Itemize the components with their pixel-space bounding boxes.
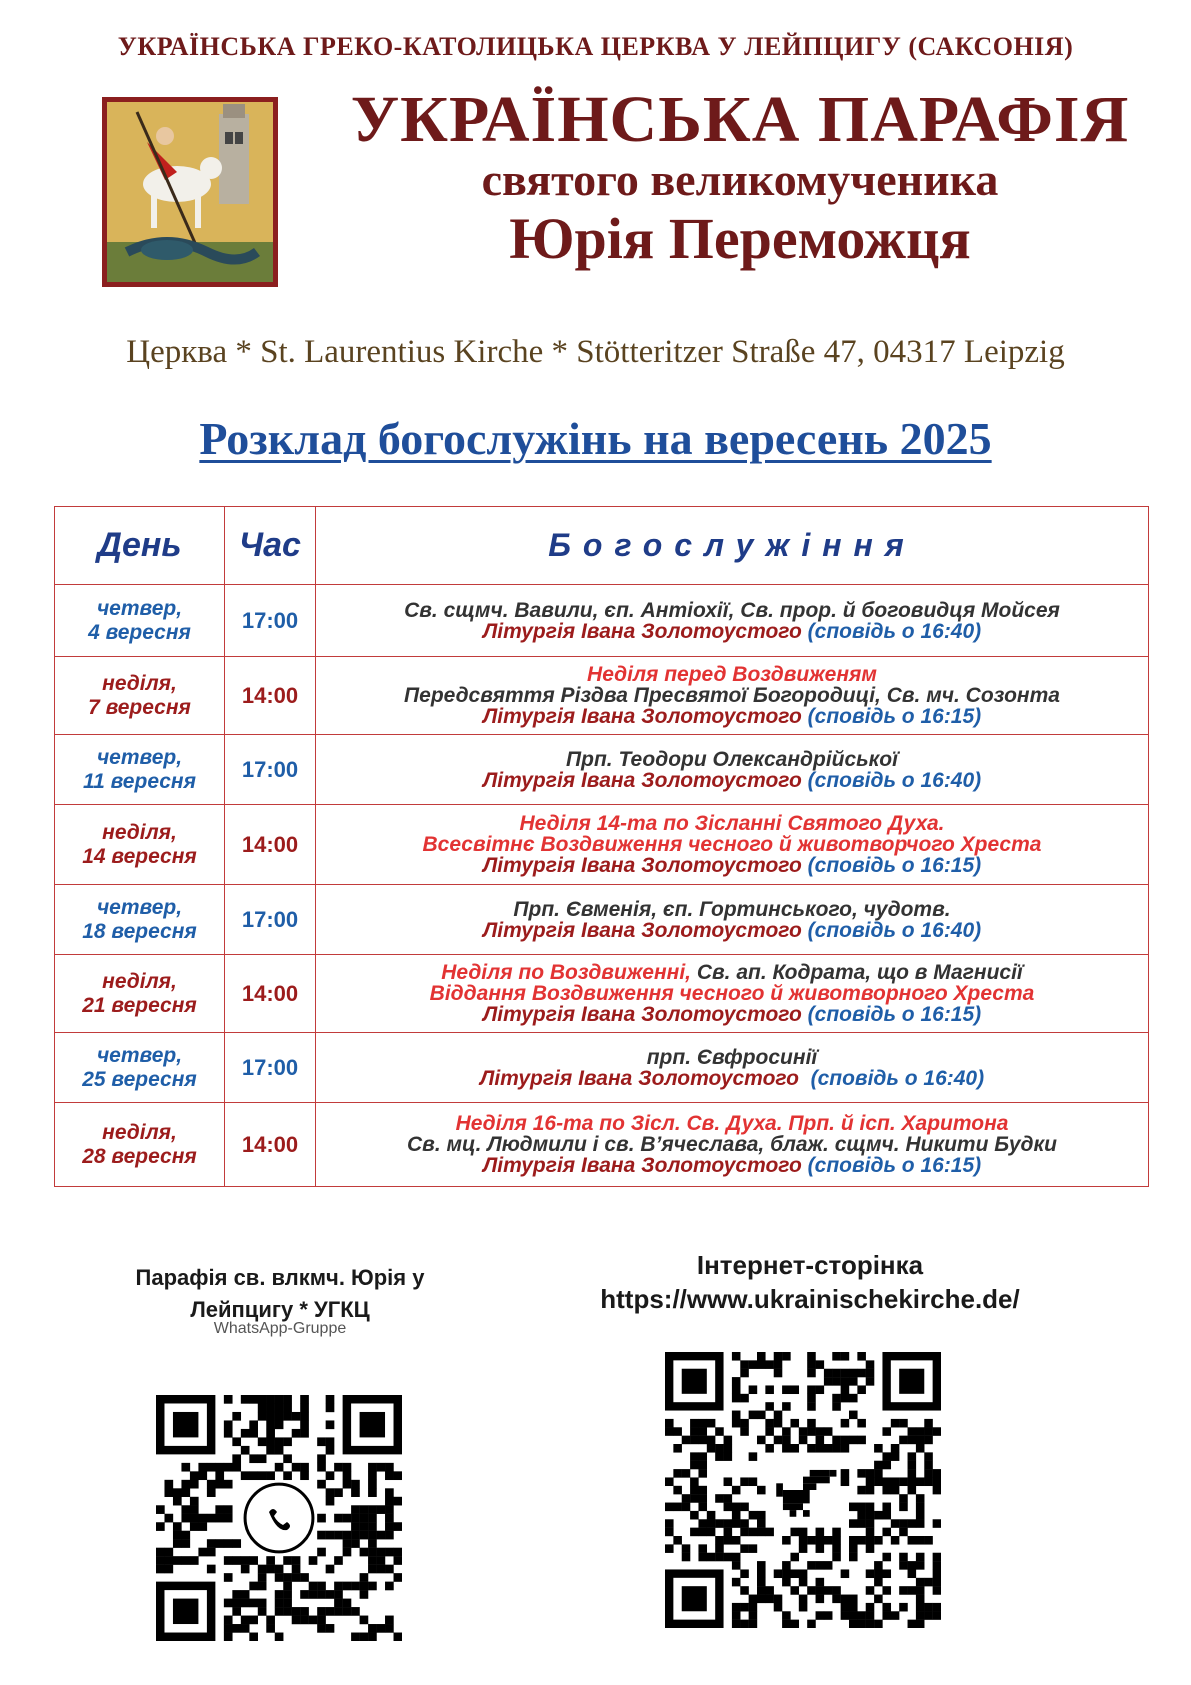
service-line — [316, 770, 1148, 791]
service-text: Неділя перед Воздвиженям — [587, 663, 877, 686]
service-text: Неділя по Воздвиженні, — [441, 961, 691, 984]
service-text: Прп. Євменія, єп. Гортинського, чудотв. — [513, 897, 951, 921]
dinosaur-icon — [770, 1457, 837, 1524]
schedule-row — [55, 885, 1149, 955]
service-line — [316, 1113, 1148, 1134]
weekday-label: неділя, — [102, 969, 177, 993]
date-label: 28 вересня — [82, 1144, 197, 1168]
schedule-row — [55, 1103, 1149, 1187]
service-text: прп. Євфросинії — [646, 1045, 818, 1069]
service-text: Літургія Івана Золотоустого — [482, 619, 802, 643]
service-text: Літургія Івана Золотоустого — [482, 1154, 802, 1177]
service-text: Літургія Івана Золотоустого — [482, 705, 802, 728]
service-text: (сповідь о 16:15) — [801, 854, 982, 877]
schedule-row — [55, 1033, 1149, 1103]
day-cell — [55, 1103, 225, 1187]
weekday-label: четвер, — [96, 1043, 183, 1067]
schedule-table — [54, 506, 1149, 1187]
service-line — [316, 834, 1148, 855]
date-label: 18 вересня — [82, 919, 197, 943]
service-cell — [316, 1033, 1149, 1103]
day-cell — [55, 805, 225, 885]
service-line — [316, 1134, 1148, 1155]
saint-george-icon — [102, 97, 278, 287]
service-text: Літургія Івана Золотоустого — [482, 1003, 802, 1026]
date-label: 7 вересня — [88, 695, 191, 719]
day-cell — [55, 657, 225, 735]
day-cell — [55, 585, 225, 657]
service-cell — [316, 805, 1149, 885]
day-cell — [55, 735, 225, 805]
service-text: (сповідь о 16:40) — [801, 918, 982, 942]
service-text: Передсвяття Різдва Пресвятої Богородиці, Св. мч. Созонта — [404, 684, 1060, 707]
service-line — [316, 899, 1148, 920]
service-text: Св. ап. Кодрата, що в Магнисії — [691, 961, 1023, 984]
service-line — [316, 664, 1148, 685]
service-line — [316, 962, 1148, 983]
day-cell — [55, 955, 225, 1033]
service-line — [316, 600, 1148, 621]
service-text: Неділя 14-та по Зісланні Святого Духа. — [519, 812, 945, 835]
weekday-label: неділя, — [102, 820, 177, 844]
time-cell: 17:00 — [225, 585, 316, 657]
parish-title: УКРАЇНСЬКА ПАРАФІЯ — [350, 83, 1130, 156]
time-cell: 14:00 — [225, 805, 316, 885]
church-name-header: УКРАЇНСЬКА ГРЕКО-КАТОЛИЦЬКА ЦЕРКВА У ЛЕЙПЦИГУ (САКСОНІЯ) — [117, 32, 1074, 61]
date-label: 11 вересня — [83, 769, 196, 793]
service-cell — [316, 657, 1149, 735]
service-text: (сповідь о 16:15) — [801, 1154, 982, 1177]
date-label: 21 вересня — [82, 993, 197, 1017]
whatsapp-group-label: WhatsApp-Gruppe — [213, 1320, 347, 1337]
website-url[interactable]: https://www.ukrainischekirche.de/ — [600, 1284, 1020, 1314]
time-cell: 17:00 — [225, 735, 316, 805]
time-cell: 14:00 — [225, 955, 316, 1033]
service-line — [316, 1155, 1148, 1176]
day-cell — [55, 885, 225, 955]
weekday-label: четвер, — [96, 596, 183, 620]
service-line — [316, 920, 1148, 941]
service-text: Літургія Івана Золотоустого — [482, 918, 802, 942]
header-time: Час — [225, 507, 316, 585]
website-title: Інтернет-сторінка — [696, 1250, 924, 1280]
service-text: (сповідь о 16:15) — [801, 705, 982, 728]
weekday-label: четвер, — [96, 745, 183, 769]
schedule-row — [55, 805, 1149, 885]
whatsapp-qr-code[interactable] — [156, 1395, 402, 1641]
table-header-row — [55, 507, 1149, 585]
service-line — [316, 1068, 1148, 1089]
day-cell — [55, 1033, 225, 1103]
schedule-row — [55, 657, 1149, 735]
website-qr-code[interactable] — [665, 1352, 941, 1628]
service-text: Всесвітнє Воздвиження чесного й животворчого Хреста — [422, 833, 1042, 856]
service-text: Прп. Теодори Олександрійської — [566, 747, 898, 771]
whatsapp-group-title-line2: Лейпцигу * УГКЦ — [190, 1297, 370, 1322]
schedule-row — [55, 735, 1149, 805]
service-text: Віддання Воздвиження чесного й животворного Хреста — [429, 982, 1035, 1005]
service-cell — [316, 885, 1149, 955]
service-cell — [316, 1103, 1149, 1187]
weekday-label: неділя, — [102, 1120, 177, 1144]
service-line — [316, 685, 1148, 706]
whatsapp-group-title — [80, 1262, 480, 1326]
service-line — [316, 983, 1148, 1004]
service-text: (сповідь о 16:40) — [798, 1066, 985, 1090]
service-cell — [316, 955, 1149, 1033]
service-text: Неділя 16-та по Зісл. Св. Духа. Прп. й ісп. Харитона — [455, 1112, 1009, 1135]
time-cell: 17:00 — [225, 1033, 316, 1103]
service-line — [316, 706, 1148, 727]
service-text: Літургія Івана Золотоустого — [479, 1066, 799, 1090]
service-line — [316, 855, 1148, 876]
header-day: День — [55, 507, 225, 585]
service-line — [316, 1004, 1148, 1025]
service-line — [316, 621, 1148, 642]
service-line — [316, 1047, 1148, 1068]
service-text: (сповідь о 16:40) — [801, 768, 982, 792]
schedule-row — [55, 955, 1149, 1033]
service-cell — [316, 735, 1149, 805]
schedule-title: Розклад богослужінь на вересень 2025 — [199, 413, 992, 464]
header-service: Богослужіння — [316, 507, 1149, 585]
service-line — [316, 749, 1148, 770]
time-cell: 14:00 — [225, 657, 316, 735]
weekday-label: четвер, — [96, 895, 183, 919]
date-label: 4 вересня — [88, 620, 191, 644]
service-text: Літургія Івана Золотоустого — [482, 768, 802, 792]
schedule-row — [55, 585, 1149, 657]
service-text: Св. сщмч. Вавили, єп. Антіохії, Св. прор. й боговидця Мойсея — [404, 598, 1060, 622]
service-text: (сповідь о 16:15) — [801, 1003, 982, 1026]
service-line — [316, 813, 1148, 834]
weekday-label: неділя, — [102, 671, 177, 695]
parish-subtitle: святого великомученика — [481, 154, 999, 205]
whatsapp-group-title-line1: Парафія св. влкмч. Юрія у — [135, 1265, 425, 1290]
parish-patron: Юрія Переможця — [509, 206, 971, 271]
service-text: Літургія Івана Золотоустого — [482, 854, 802, 877]
service-text: Св. мц. Людмили і св. В’ячеслава, блаж. сщмч. Никити Будки — [407, 1133, 1057, 1156]
time-cell: 17:00 — [225, 885, 316, 955]
church-address: Церква * St. Laurentius Kirche * Stötteritzer Straße 47, 04317 Leipzig — [126, 334, 1065, 370]
time-cell: 14:00 — [225, 1103, 316, 1187]
date-label: 25 вересня — [82, 1067, 197, 1091]
service-text: (сповідь о 16:40) — [801, 619, 982, 643]
date-label: 14 вересня — [82, 844, 197, 868]
whatsapp-icon — [245, 1484, 313, 1552]
service-cell — [316, 585, 1149, 657]
